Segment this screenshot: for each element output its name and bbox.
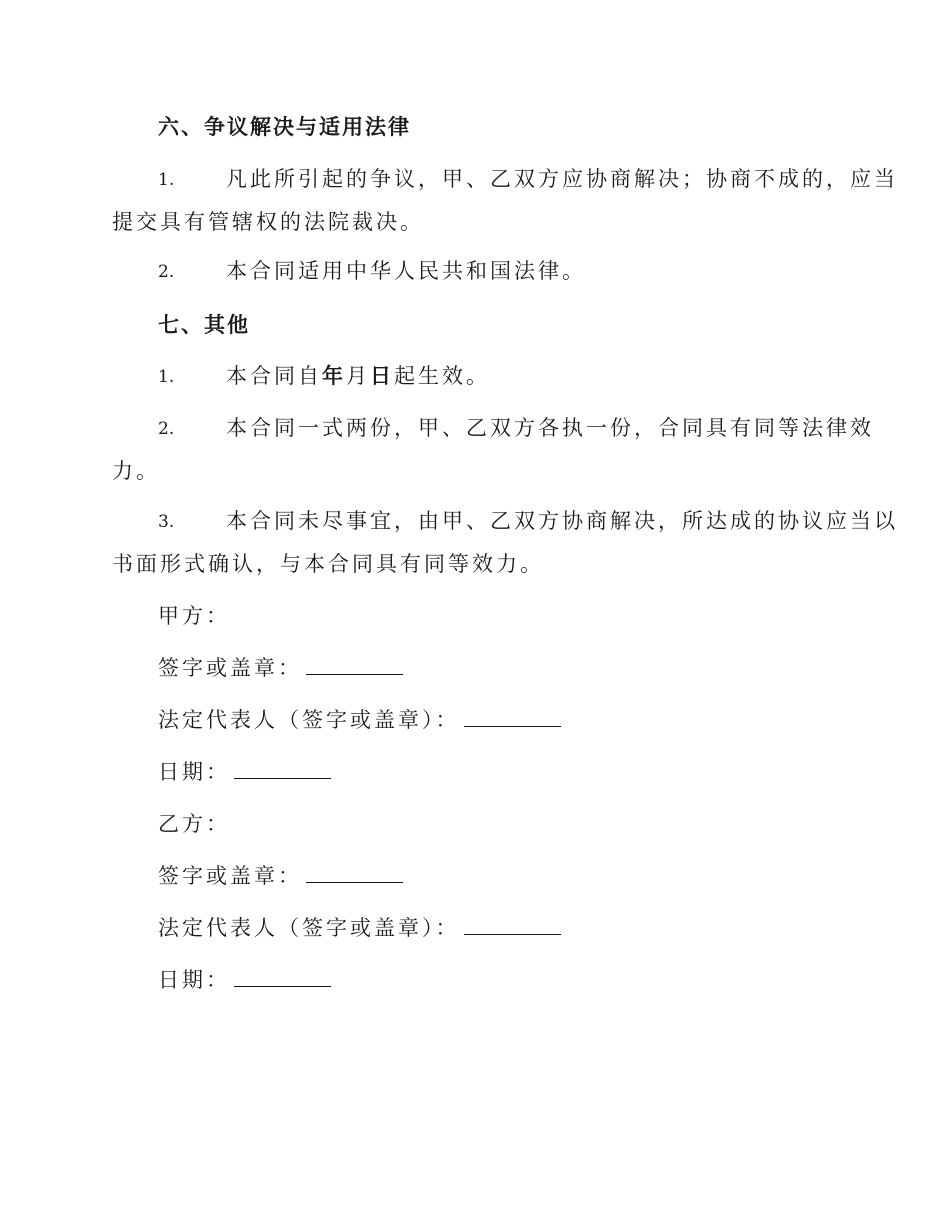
representative-label: 法定代表人（签字或盖章）：	[158, 916, 460, 940]
date-blank[interactable]	[234, 758, 331, 779]
item-text	[226, 362, 490, 390]
date-label: 日期：	[158, 760, 230, 784]
party-a-label: 甲方：	[158, 604, 230, 628]
party-a-date	[158, 758, 331, 786]
section-6-title: 六、争议解决与适用法律	[158, 114, 411, 139]
effective-suffix: 起生效。	[394, 364, 490, 388]
representative-blank[interactable]	[464, 706, 561, 727]
item-text: 本合同未尽事宜，由甲、乙双方协商解决，所达成的协议应当以	[226, 509, 898, 533]
item-text: 凡此所引起的争议，甲、乙双方应协商解决；协商不成的，应当	[226, 167, 898, 191]
item-text-line-1	[226, 414, 874, 442]
section-7-title: 七、其他	[158, 312, 250, 337]
item-text-line-1	[226, 507, 898, 535]
signature-blank[interactable]	[306, 862, 403, 883]
signature-blank[interactable]	[306, 654, 403, 675]
item-text: 本合同一式两份，甲、乙双方各执一份，合同具有同等法律效	[226, 416, 874, 440]
signature-label: 签字或盖章：	[158, 656, 302, 680]
item-text-line-2: 书面形式确认，与本合同具有同等效力。	[112, 552, 544, 576]
item-text-line-1	[226, 165, 898, 193]
representative-label: 法定代表人（签字或盖章）：	[158, 708, 460, 732]
day-placeholder: 日	[370, 363, 394, 388]
effective-prefix: 本合同自	[226, 364, 322, 388]
party-b-representative	[158, 914, 561, 942]
party-b-date	[158, 966, 331, 994]
signature-label: 签字或盖章：	[158, 864, 302, 888]
item-number: 1.	[158, 367, 175, 387]
date-label: 日期：	[158, 968, 230, 992]
item-number: 3.	[158, 512, 175, 532]
party-b-signature	[158, 862, 403, 890]
item-number: 2.	[158, 419, 175, 439]
party-a-representative	[158, 706, 561, 734]
date-blank[interactable]	[234, 966, 331, 987]
item-text-line-2: 提交具有管辖权的法院裁决。	[112, 210, 424, 234]
year-placeholder: 年	[322, 363, 346, 388]
party-a-signature	[158, 654, 403, 682]
representative-blank[interactable]	[464, 914, 561, 935]
item-text: 本合同适用中华人民共和国法律。	[226, 259, 586, 283]
item-number: 2.	[158, 262, 175, 282]
item-text-line-2: 力。	[112, 459, 160, 483]
item-number: 1.	[158, 170, 175, 190]
month-placeholder: 月	[346, 364, 370, 388]
party-b-label: 乙方：	[158, 812, 230, 836]
